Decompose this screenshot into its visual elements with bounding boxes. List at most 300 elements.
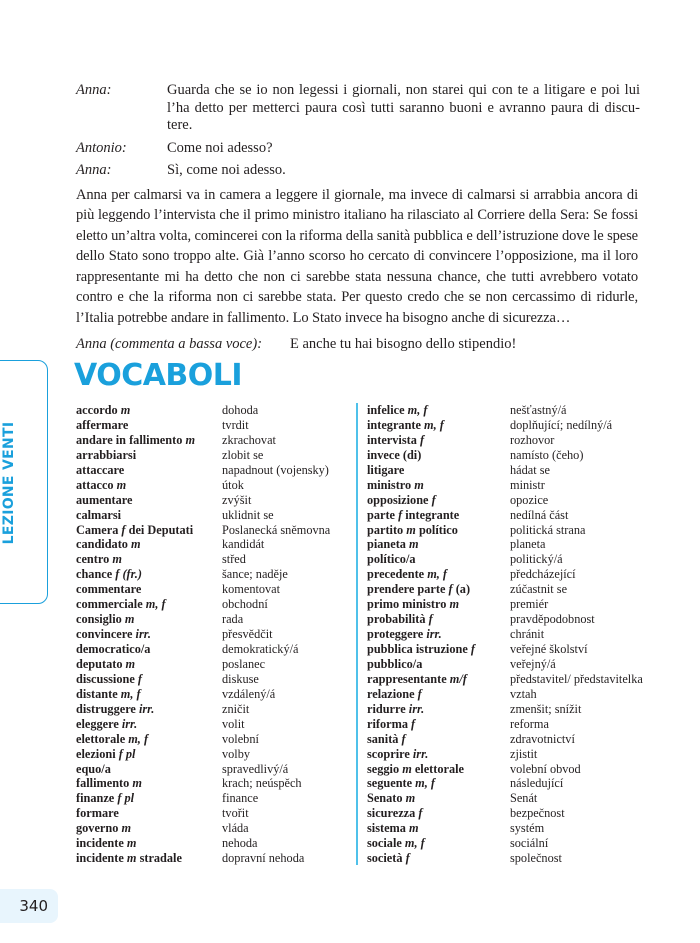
grammar-tag: m xyxy=(405,791,416,806)
term-word: pubblico/a xyxy=(367,656,423,671)
term-word: società xyxy=(367,851,403,866)
vocab-term xyxy=(367,762,510,777)
term-word: calmarsi xyxy=(76,507,122,522)
vocab-term xyxy=(367,552,510,567)
vocab-translation: společnost xyxy=(510,851,562,866)
vocab-translation: ministr xyxy=(510,477,545,492)
vocab-entry xyxy=(76,687,352,702)
term-word: parte xyxy=(367,507,395,522)
vocab-translation: zmenšit; snížit xyxy=(510,701,582,716)
vocab-translation: spravedlivý/á xyxy=(222,761,289,776)
term-word: opposizione xyxy=(367,492,429,507)
vocab-term xyxy=(367,567,510,582)
vocab-translation: útok xyxy=(222,477,244,492)
vocab-translation: politický/á xyxy=(510,552,563,567)
vocab-term xyxy=(76,732,222,747)
vocab-translation: reforma xyxy=(510,716,549,731)
vocab-term xyxy=(367,478,510,493)
grammar-tag: irr. xyxy=(412,746,429,761)
vocab-term xyxy=(76,791,222,806)
term-word: primo ministro xyxy=(367,597,447,612)
term-suffix: dei Deputati xyxy=(128,522,194,537)
vocab-term xyxy=(76,433,222,448)
vocab-translation: dopravní nehoda xyxy=(222,851,305,866)
grammar-tag: f xyxy=(419,432,425,447)
vocab-term xyxy=(367,508,510,523)
vocab-translation: zjistit xyxy=(510,746,538,761)
vocab-term xyxy=(76,597,222,612)
term-word: probabilità xyxy=(367,612,426,627)
vocab-term xyxy=(76,836,222,851)
vocab-translation: systém xyxy=(510,821,545,836)
vocab-entry xyxy=(76,836,352,851)
vocab-translation: bezpečnost xyxy=(510,806,565,821)
term-word: incidente xyxy=(76,836,124,851)
grammar-tag: f xyxy=(405,851,410,866)
vocab-translation: volební obvod xyxy=(510,761,581,776)
vocab-entry xyxy=(76,478,352,493)
vocab-entry xyxy=(76,418,352,433)
vocab-entry xyxy=(76,762,352,777)
vocab-translation: volební xyxy=(222,731,259,746)
vocab-term xyxy=(367,433,510,448)
term-word: discussione xyxy=(76,671,135,686)
term-word: distruggere xyxy=(76,701,136,716)
grammar-tag: m xyxy=(125,656,136,671)
grammar-tag: m xyxy=(402,761,412,776)
term-word: attacco xyxy=(76,477,114,492)
term-word: rappresentante xyxy=(367,671,447,686)
term-word: prendere parte xyxy=(367,582,446,597)
dialogue-text: Guarda che se io non legessi i giornali, non starei qui con te a litigare e poi lui l’ha detto per metterci paura così tutti saranno buoni e avranno paura di discu-tere. xyxy=(167,82,640,133)
term-word: commentare xyxy=(76,582,142,597)
vocab-entry xyxy=(367,687,697,702)
term-word: consiglio xyxy=(76,612,122,627)
vocab-term xyxy=(76,463,222,478)
vocab-entry xyxy=(76,508,352,523)
term-word: chance xyxy=(76,567,113,582)
vocab-translation: přesvědčit xyxy=(222,627,273,642)
vocab-entry xyxy=(76,463,352,478)
vocab-term xyxy=(367,597,510,612)
dialogue-line xyxy=(76,140,640,158)
term-word: commerciale xyxy=(76,597,143,612)
vocab-term xyxy=(367,537,510,552)
term-word: andare in fallimento xyxy=(76,432,183,447)
term-word: incidente xyxy=(76,851,124,866)
vocab-term xyxy=(76,582,222,597)
grammar-tag: f pl xyxy=(118,746,136,761)
vocab-term xyxy=(367,806,510,821)
dialogue-line xyxy=(76,162,640,180)
term-word: invece (di) xyxy=(367,447,422,462)
grammar-tag: f xyxy=(401,731,406,746)
term-word: seguente xyxy=(367,776,413,791)
vocab-entry xyxy=(367,418,697,433)
grammar-tag: irr. xyxy=(121,716,138,731)
vocab-entry xyxy=(76,523,352,538)
term-word: infelice xyxy=(367,403,405,417)
column-divider xyxy=(356,403,358,865)
grammar-tag: f pl xyxy=(117,791,135,806)
vocab-translation: Senát xyxy=(510,791,538,806)
vocab-term xyxy=(367,791,510,806)
vocab-entry xyxy=(76,791,352,806)
term-word: riforma xyxy=(367,716,408,731)
vocab-translation: krach; neúspěch xyxy=(222,776,302,791)
chapter-label: LEZIONE VENTI xyxy=(1,421,17,545)
vocab-translation: volit xyxy=(222,716,245,731)
term-word: fallimento xyxy=(76,776,130,791)
vocab-term xyxy=(76,762,222,777)
vocab-entry xyxy=(367,493,697,508)
term-word: integrante xyxy=(367,417,421,432)
vocab-term xyxy=(367,627,510,642)
term-suffix: elettorale xyxy=(414,761,464,776)
vocab-entry xyxy=(367,732,697,747)
term-word: pubblica istruzione xyxy=(367,642,468,656)
grammar-tag: f xyxy=(411,716,416,731)
grammar-tag: m xyxy=(414,477,424,492)
grammar-tag: f xyxy=(418,806,423,821)
vocab-entry xyxy=(76,806,352,821)
grammar-tag: m xyxy=(409,537,419,552)
vocab-entry xyxy=(367,806,697,821)
vocab-translation: sociální xyxy=(510,836,549,851)
vocab-term xyxy=(367,702,510,717)
grammar-tag: m/f xyxy=(449,671,467,686)
vocab-term xyxy=(76,508,222,523)
vocab-translation: finance xyxy=(222,791,259,806)
vocab-entry xyxy=(367,597,697,612)
vocab-term xyxy=(367,523,510,538)
term-word: finanze xyxy=(76,791,115,806)
vocab-term xyxy=(367,612,510,627)
vocab-translation: rozhovor xyxy=(510,432,555,447)
grammar-tag: m xyxy=(126,851,137,866)
grammar-tag: f xyxy=(417,686,422,701)
term-word: sanità xyxy=(367,731,399,746)
term-word: convincere xyxy=(76,627,133,642)
grammar-tag: m, f xyxy=(145,597,166,612)
grammar-tag: m xyxy=(131,537,141,552)
grammar-tag: f xyxy=(470,642,475,656)
vocab-entry xyxy=(76,821,352,836)
vocab-term xyxy=(367,463,510,478)
vocab-term xyxy=(367,672,510,687)
term-word: pianeta xyxy=(367,537,406,552)
term-word: arrabbiarsi xyxy=(76,447,137,462)
vocab-entry xyxy=(367,657,697,672)
vocab-translation: opozice xyxy=(510,492,549,507)
term-word: equo/a xyxy=(76,761,111,776)
term-word: deputato xyxy=(76,656,123,671)
vocab-entry xyxy=(367,582,697,597)
grammar-tag: m, f xyxy=(404,836,425,851)
vocab-entry xyxy=(76,597,352,612)
vocab-translation: planeta xyxy=(510,537,546,552)
vocab-entry xyxy=(367,433,697,448)
vocab-term xyxy=(76,747,222,762)
vocab-translation: uklidnit se xyxy=(222,507,274,522)
grammar-tag: irr. xyxy=(138,701,155,716)
vocab-translation: zúčastnit se xyxy=(510,582,568,597)
grammar-tag: m, f xyxy=(120,686,141,701)
speaker: Anna (commenta a bassa voce): xyxy=(76,335,263,352)
vocab-term xyxy=(76,821,222,836)
vocab-entry xyxy=(367,463,697,478)
vocab-entry xyxy=(76,567,352,582)
vocab-translation: obchodní xyxy=(222,597,268,612)
term-word: sistema xyxy=(367,821,406,836)
grammar-tag: m, f xyxy=(407,403,428,417)
vocab-term xyxy=(367,821,510,836)
vocab-translation: hádat se xyxy=(510,462,550,477)
term-word: distante xyxy=(76,686,118,701)
term-word: relazione xyxy=(367,686,415,701)
vocab-translation: střed xyxy=(222,552,246,567)
vocab-translation: premiér xyxy=(510,597,549,612)
vocab-translation: veřejný/á xyxy=(510,656,556,671)
vocab-entry xyxy=(367,776,697,791)
aside-line xyxy=(76,335,640,353)
vocab-entry xyxy=(367,836,697,851)
vocab-term xyxy=(367,657,510,672)
vocab-entry xyxy=(76,582,352,597)
vocab-translation: chránit xyxy=(510,627,545,642)
vocab-entry xyxy=(367,762,697,777)
vocab-entry xyxy=(367,627,697,642)
vocab-entry xyxy=(367,612,697,627)
vocab-translation: představitel/ představitelka xyxy=(510,671,643,686)
term-word: formare xyxy=(76,806,119,821)
vocab-entry xyxy=(367,478,697,493)
vocab-term xyxy=(367,717,510,732)
grammar-tag: f (fr.) xyxy=(115,567,142,582)
vocab-entry xyxy=(76,612,352,627)
grammar-tag: m xyxy=(185,432,196,447)
vocab-column-left xyxy=(76,403,352,866)
dialogue-text: Come noi adesso? xyxy=(167,139,273,156)
vocab-entry xyxy=(367,567,697,582)
term-word: centro xyxy=(76,552,110,567)
vocab-entry xyxy=(367,642,697,657)
vocab-entry xyxy=(367,448,697,463)
term-word: proteggere xyxy=(367,627,424,642)
dialogue-text: Sì, come noi adesso. xyxy=(167,162,286,178)
vocab-translation: zlobit se xyxy=(222,447,264,462)
grammar-tag: m xyxy=(121,821,132,836)
vocab-term xyxy=(367,687,510,702)
term-word: affermare xyxy=(76,417,129,432)
vocab-translation: Poslanecká sněmovna xyxy=(222,522,331,537)
vocab-term xyxy=(76,403,222,418)
term-word: scoprire xyxy=(367,746,410,761)
vocab-entry xyxy=(367,508,697,523)
vocab-term xyxy=(76,717,222,732)
vocab-entry xyxy=(367,851,697,866)
vocab-translation: demokratický/á xyxy=(222,642,299,656)
vocab-term xyxy=(367,776,510,791)
vocab-translation: komentovat xyxy=(222,582,281,597)
vocab-term xyxy=(76,776,222,791)
vocab-translation: vláda xyxy=(222,821,249,836)
term-word: ridurre xyxy=(367,701,406,716)
grammar-tag: f xyxy=(137,671,142,686)
vocab-translation: vzdálený/á xyxy=(222,686,276,701)
vocab-translation: zvýšit xyxy=(222,492,252,507)
term-word: partito xyxy=(367,522,404,537)
vocab-term xyxy=(367,732,510,747)
page-number-tab xyxy=(0,889,58,923)
vocab-term xyxy=(76,672,222,687)
vocab-translation: nedílná část xyxy=(510,507,569,522)
term-word: aumentare xyxy=(76,492,133,507)
grammar-tag: f xyxy=(398,507,403,522)
vocab-term xyxy=(76,537,222,552)
vocab-translation: kandidát xyxy=(222,537,265,552)
vocab-term xyxy=(76,418,222,433)
narrative-paragraph: Anna per calmarsi va in camera a leggere il giornale, ma invece di calmarsi si arrabbia ancora di più leggendo l’intervista che il primo ministro italiano ha rilasciato al Corriere della Sera: Se fossi eletto un’altra volta, comincerei con la riforma della sanità pubblica e dell’istruzione dove le spese dello Stato sono troppo alte. Già l’anno scorso ho cercato di convincere l’opposizione, ma il loro rappresentante mi ha detto che non ci sarebbe stata nessuna chance, che tutti avrebbero votato contro e che la riforma non ci sarebbe stata. Per questo credo che se non cercassimo di ridurle, l’Italia potrebbe andare in fallimento. Lo Stato invece ha bisogno anche di sicurezza… xyxy=(76,186,638,327)
vocab-translation: veřejné školství xyxy=(510,642,588,656)
vocab-term xyxy=(76,567,222,582)
vocab-term xyxy=(76,523,222,538)
vocab-translation: napadnout (vojensky) xyxy=(222,462,329,477)
term-word: attaccare xyxy=(76,462,125,477)
grammar-tag: f xyxy=(448,582,453,597)
term-word: intervista xyxy=(367,432,417,447)
grammar-tag: irr. xyxy=(426,627,442,642)
vocab-term xyxy=(76,657,222,672)
vocab-term xyxy=(76,806,222,821)
term-word: litigare xyxy=(367,462,405,477)
grammar-tag: irr. xyxy=(408,701,425,716)
term-word: Senato xyxy=(367,791,403,806)
grammar-tag: m, f xyxy=(415,776,435,791)
vocab-translation: předcházející xyxy=(510,567,576,582)
vocab-translation: diskuse xyxy=(222,671,259,686)
term-suffix: (a) xyxy=(455,582,471,597)
vocab-translation: vztah xyxy=(510,686,537,701)
vocab-translation: dohoda xyxy=(222,403,259,417)
vocab-entry xyxy=(76,702,352,717)
term-word: democratico/a xyxy=(76,642,151,656)
term-word: Camera xyxy=(76,522,119,537)
term-word: sociale xyxy=(367,836,402,851)
vocab-term xyxy=(76,612,222,627)
vocab-entry xyxy=(76,493,352,508)
vocab-translation: poslanec xyxy=(222,656,266,671)
vocab-translation: volby xyxy=(222,746,251,761)
vocab-term xyxy=(76,702,222,717)
vocab-term xyxy=(76,552,222,567)
vocab-entry xyxy=(76,717,352,732)
term-word: seggio xyxy=(367,761,400,776)
vocab-term xyxy=(367,582,510,597)
vocab-term xyxy=(76,851,222,866)
vocab-entry xyxy=(76,403,352,418)
speaker: Antonio: xyxy=(76,139,127,156)
vocab-entry xyxy=(367,537,697,552)
grammar-tag: m xyxy=(116,477,127,492)
grammar-tag: m xyxy=(126,836,137,851)
grammar-tag: m, f xyxy=(427,567,448,582)
chapter-side-tab xyxy=(0,360,48,604)
grammar-tag: m xyxy=(449,597,460,612)
grammar-tag: m, f xyxy=(128,731,149,746)
vocab-translation: pravděpodobnost xyxy=(510,612,595,627)
grammar-tag: m xyxy=(124,612,135,627)
vocab-entry xyxy=(76,747,352,762)
term-word: accordo xyxy=(76,403,118,417)
grammar-tag: irr. xyxy=(135,627,151,642)
vocab-entry xyxy=(367,747,697,762)
grammar-tag: m xyxy=(132,776,142,791)
vocab-entry xyxy=(367,403,697,418)
vocab-term xyxy=(367,403,510,418)
grammar-tag: m xyxy=(409,821,419,836)
aside-text: E anche tu hai bisogno dello stipendio! xyxy=(290,335,517,352)
section-title: VOCABOLI xyxy=(74,358,243,393)
vocab-entry xyxy=(76,672,352,687)
vocab-column-right xyxy=(367,403,697,866)
vocab-entry xyxy=(76,732,352,747)
grammar-tag: f xyxy=(428,612,433,627)
vocab-entry xyxy=(76,537,352,552)
page-number: 340 xyxy=(19,897,48,915)
vocab-entry xyxy=(367,702,697,717)
vocab-translation: nehoda xyxy=(222,836,258,851)
vocab-term xyxy=(76,478,222,493)
term-word: candidato xyxy=(76,537,128,552)
vocab-entry xyxy=(367,791,697,806)
vocab-entry xyxy=(76,552,352,567)
vocab-entry xyxy=(76,627,352,642)
vocab-term xyxy=(76,642,222,657)
term-word: político/a xyxy=(367,552,416,567)
term-word: elettorale xyxy=(76,731,126,746)
vocab-term xyxy=(367,448,510,463)
term-word: sicurezza xyxy=(367,806,416,821)
vocab-entry xyxy=(367,717,697,732)
vocab-translation: doplňující; nedílný/á xyxy=(510,417,613,432)
grammar-tag: f xyxy=(431,492,436,507)
vocab-translation: šance; naděje xyxy=(222,567,288,582)
grammar-tag: m xyxy=(112,552,122,567)
grammar-tag: m xyxy=(406,522,416,537)
vocab-term xyxy=(367,851,510,866)
term-suffix: stradale xyxy=(139,851,182,866)
term-suffix: integrante xyxy=(405,507,460,522)
vocab-translation: tvrdit xyxy=(222,417,249,432)
vocab-translation: politická strana xyxy=(510,522,586,537)
vocab-entry xyxy=(76,642,352,657)
vocab-entry xyxy=(76,657,352,672)
vocab-entry xyxy=(367,552,697,567)
term-suffix: político xyxy=(418,522,458,537)
vocab-translation: nešťastný/á xyxy=(510,403,567,417)
vocab-term xyxy=(76,493,222,508)
vocab-translation: zdravotnictví xyxy=(510,731,575,746)
vocab-entry xyxy=(367,672,697,687)
term-word: precedente xyxy=(367,567,425,582)
vocab-entry xyxy=(76,851,352,866)
term-word: ministro xyxy=(367,477,412,492)
vocab-translation: zkrachovat xyxy=(222,432,276,447)
grammar-tag: m, f xyxy=(424,417,444,432)
vocab-entry xyxy=(76,776,352,791)
vocab-term xyxy=(367,493,510,508)
